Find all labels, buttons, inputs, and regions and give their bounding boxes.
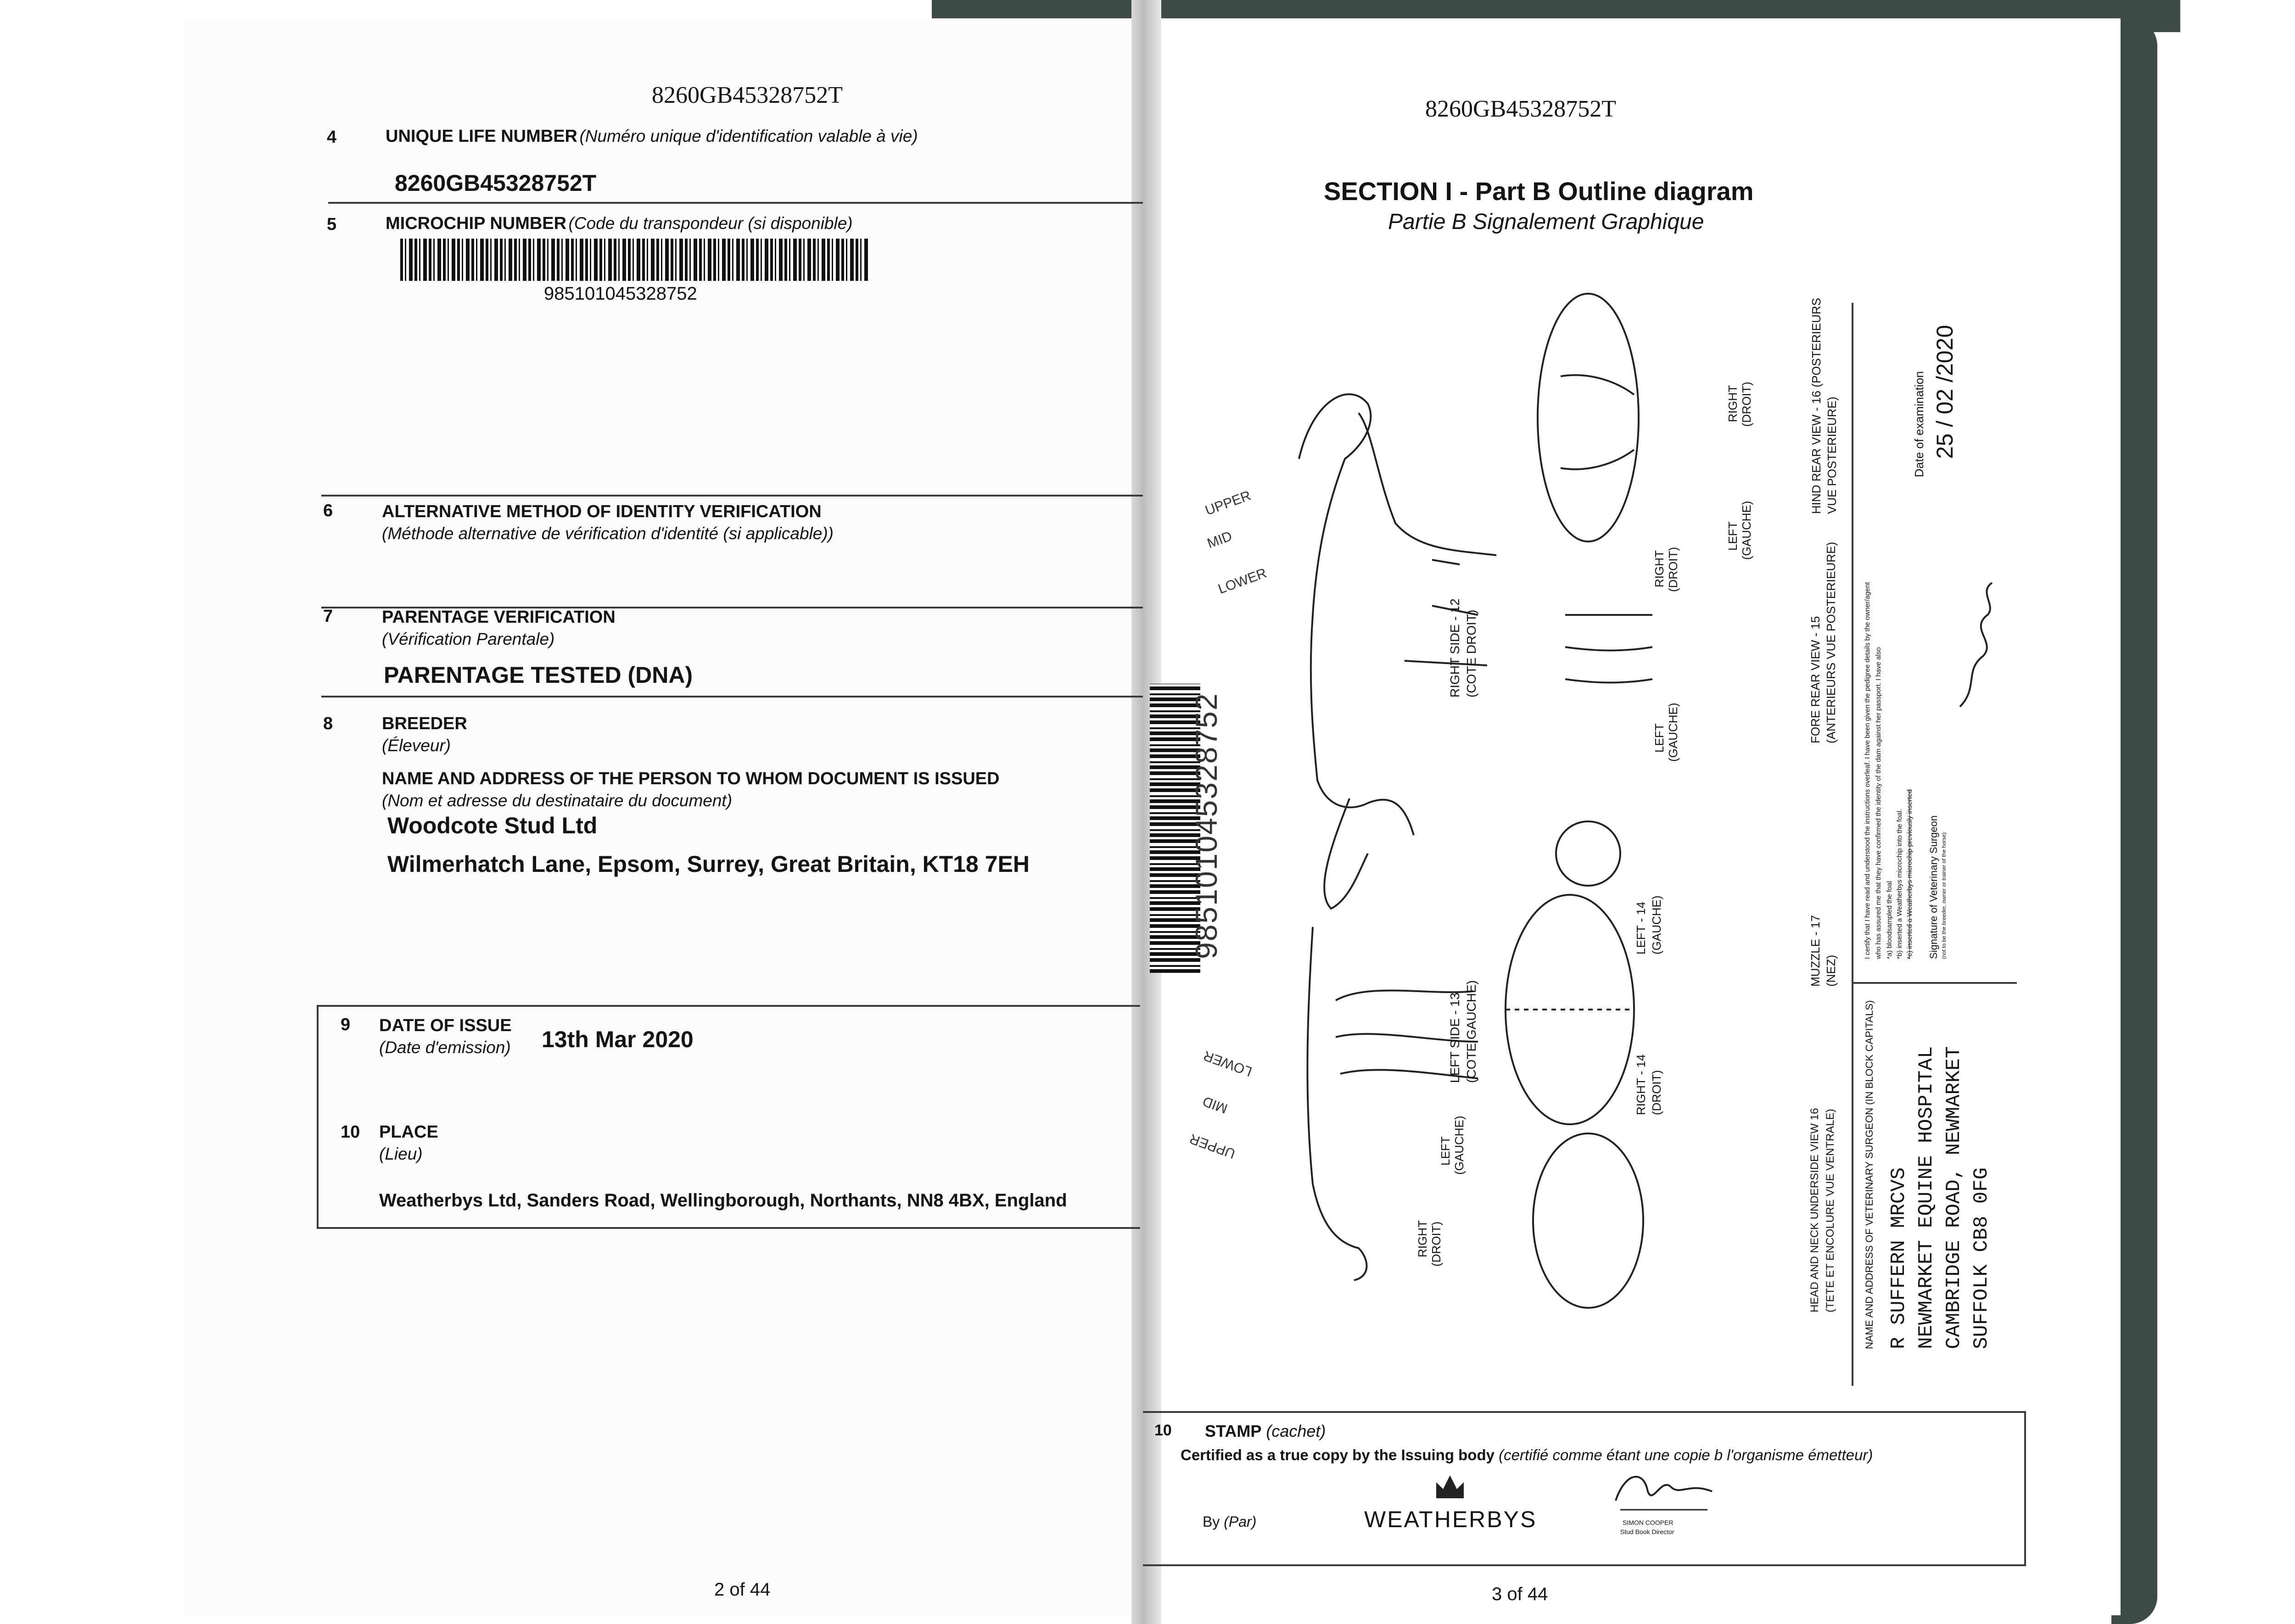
signer-title: Stud Book Director (1620, 1528, 1674, 1535)
stamp-by: By (1203, 1513, 1220, 1530)
breeder-name: Woodcote Stud Ltd (387, 813, 598, 838)
field-5-sub: (Code du transpondeur (si disponible) (568, 214, 853, 233)
label-gauche-3: (GAUCHE) (1452, 1116, 1466, 1175)
label-hind-rear-fr: VUE POSTERIEURE) (1825, 396, 1839, 514)
vet-certify-4: *b) inserted a Weatherbys microchip into the foal. (1896, 809, 1903, 959)
vet-line-3: CAMBRIDGE ROAD, NEWMARKET (1942, 1046, 1965, 1349)
field-6-number: 6 (323, 501, 333, 520)
left-header-id: 8260GB45328752T (652, 82, 843, 108)
field-9-label: DATE OF ISSUE (379, 1016, 512, 1035)
label-left-3: LEFT (1439, 1136, 1452, 1166)
label-fore-rear: FORE REAR VIEW - 15 (1808, 616, 1822, 743)
label-head-neck-fr: (TETE ET ENCOLURE VUE VENTRALE) (1824, 1109, 1836, 1312)
stamp-label: STAMP (1205, 1422, 1262, 1440)
label-right: RIGHT (1726, 385, 1740, 422)
parentage-value: PARENTAGE TESTED (DNA) (384, 662, 693, 688)
stamp-by-fr: (Par) (1224, 1513, 1257, 1530)
date-of-issue: 13th Mar 2020 (542, 1027, 694, 1052)
vet-panel-border (1852, 303, 1853, 1386)
field-10-sub: (Lieu) (379, 1144, 423, 1163)
vet-line-4: SUFFOLK CB8 0FG (1970, 1167, 1993, 1349)
label-right-side-fr: (COTE DROIT) (1464, 609, 1478, 698)
vet-line-1: R SUFFERN MRCVS (1887, 1167, 1910, 1349)
microchip-number: 985101045328752 (544, 284, 697, 304)
horse-tail (1324, 798, 1368, 909)
label-lower-2: LOWER (1201, 1048, 1254, 1079)
vet-signature (1951, 578, 2006, 716)
vet-certify-5: *c) inserted a Weatherbys microchip previously inserted (1906, 789, 1914, 959)
label-muzzle: MUZZLE - 17 (1808, 915, 1822, 987)
signer-name: SIMON COOPER (1623, 1519, 1674, 1526)
stamp-certified: Certified as a true copy by the Issuing body (1181, 1446, 1495, 1463)
label-left-side: LEFT SIDE - 13 (1448, 992, 1462, 1083)
horse-chest (1359, 413, 1496, 555)
field-8-label2: NAME AND ADDRESS OF THE PERSON TO WHOM DOCUMENT IS ISSUED (382, 769, 1000, 788)
field-10-number: 10 (341, 1122, 360, 1142)
stud-book-signature (1606, 1464, 1721, 1514)
label-right-2: RIGHT (1652, 550, 1666, 587)
muzzle-outline (1556, 821, 1620, 886)
label-right-3: RIGHT (1416, 1220, 1429, 1257)
label-droit-3: (DROIT) (1429, 1221, 1443, 1267)
field-5-label: MICROCHIP NUMBER (386, 214, 567, 233)
field-6-sub: (Méthode alternative de vérification d'identité (si applicable)) (382, 524, 834, 543)
underside-head (1533, 1133, 1643, 1308)
vet-heading: NAME AND ADDRESS OF VETERINARY SURGEON (IN BLOCK CAPITALS) (1864, 1000, 1875, 1349)
right-page-number: 3 of 44 (1492, 1584, 1548, 1604)
field-4-number: 4 (327, 128, 337, 147)
stamp-certified-fr: (certifié comme étant une copie b l'organisme émetteur) (1499, 1446, 1873, 1463)
stamp-certified-row (1181, 1446, 1873, 1464)
divider (321, 495, 1143, 497)
label-left-side-fr: (COTE GAUCHE) (1464, 980, 1478, 1083)
microchip-barcode (400, 239, 868, 281)
field-8-sub: (Éleveur) (382, 736, 451, 755)
label-droit: (DROIT) (1740, 381, 1753, 427)
divider (321, 696, 1143, 698)
field-4-label-row (386, 127, 918, 146)
field-9-number: 9 (341, 1015, 351, 1034)
place-value: Weatherbys Ltd, Sanders Road, Wellingborough, Northants, NN8 4BX, England (379, 1190, 1067, 1211)
label-gauche-2: (GAUCHE) (1666, 703, 1680, 762)
field-7-label: PARENTAGE VERIFICATION (382, 608, 616, 627)
field-8-label: BREEDER (382, 714, 467, 733)
stamp-label-fr: (cachet) (1266, 1422, 1326, 1440)
section-subtitle: Partie B Signalement Graphique (1388, 210, 1704, 234)
date-value: 25 / 02 /2020 (1932, 325, 1958, 459)
stamp-number: 10 (1154, 1422, 1172, 1439)
label-head-neck: HEAD AND NECK UNDERSIDE VIEW 16 (1808, 1108, 1821, 1312)
section-title: SECTION I - Part B Outline diagram (1324, 177, 1754, 206)
label-upper-2: UPPER (1187, 1131, 1237, 1161)
field-4-label: UNIQUE LIFE NUMBER (386, 127, 577, 146)
horse-lower-back (1307, 927, 1366, 1280)
label-muzzle-fr: (NEZ) (1824, 954, 1838, 987)
vet-line-2: NEWMARKET EQUINE HOSPITAL (1915, 1046, 1938, 1349)
label-mid-2: MID (1200, 1093, 1230, 1116)
fore-rear-legs (1565, 615, 1652, 683)
hind-rear-legs (1561, 375, 1634, 469)
horse-outline-diagram (1175, 285, 1831, 1312)
field-5-number: 5 (327, 215, 337, 234)
side-barcode-number: 985101045328752 (1189, 692, 1223, 959)
stamp-label-row (1205, 1422, 1326, 1441)
unique-life-number: 8260GB45328752T (395, 170, 597, 196)
divider (328, 202, 1143, 204)
weatherbys-brand: WEATHERBYS (1364, 1507, 1537, 1532)
field-8-sub2: (Nom et adresse du destinataire du document) (382, 791, 733, 810)
vet-panel-divider (1852, 982, 2017, 984)
field-5-label-row (386, 214, 853, 234)
label-right-14: RIGHT - 14 (1634, 1054, 1648, 1115)
label-droit-2: (DROIT) (1666, 547, 1680, 592)
field-7-number: 7 (323, 607, 333, 626)
vet-signature-note: (not to be the breeder, owner or trainer of the horse) (1941, 832, 1947, 959)
label-right-14-fr: (DROIT) (1650, 1070, 1663, 1115)
hind-rear-body (1538, 294, 1639, 541)
field-6-label: ALTERNATIVE METHOD OF IDENTITY VERIFICATION (382, 502, 822, 521)
left-page-number: 2 of 44 (714, 1579, 771, 1600)
label-left-14: LEFT - 14 (1634, 901, 1648, 954)
right-header-id: 8260GB45328752T (1425, 96, 1616, 122)
field-10-label: PLACE (379, 1122, 438, 1142)
crown-icon (1434, 1473, 1466, 1501)
vet-certify-2: who has assured me that they have confirmed the identity of the dam against her passport. I have also (1875, 647, 1882, 959)
date-label: Date of examination (1912, 371, 1926, 477)
field-9-sub: (Date d'emission) (379, 1038, 511, 1057)
stamp-by-row (1203, 1513, 1256, 1530)
vet-certify: I certify that I have read and understood the instructions overleaf. I have been given the pedigree details by the owner/agent (1864, 582, 1871, 959)
field-7-sub: (Vérification Parentale) (382, 630, 555, 648)
horse-neck-back (1299, 394, 1414, 835)
label-gauche: (GAUCHE) (1740, 501, 1753, 560)
label-lower: LOWER (1216, 565, 1269, 597)
label-mid: MID (1205, 528, 1234, 552)
breeder-address: Wilmerhatch Lane, Epsom, Surrey, Great Britain, KT18 7EH (387, 851, 1030, 877)
vet-signature-label: Signature of Veterinary Surgeon (1928, 815, 1939, 959)
label-left: LEFT (1726, 521, 1740, 551)
label-left-2: LEFT (1652, 723, 1666, 753)
vet-certify-3: *a) bloodsampled the foal (1886, 881, 1893, 959)
label-upper: UPPER (1203, 488, 1253, 519)
label-right-side: RIGHT SIDE - 12 (1448, 598, 1462, 698)
field-8-number: 8 (323, 714, 333, 733)
label-fore-rear-fr: (ANTERIEURS VUE POSTERIEURE) (1824, 541, 1838, 743)
field-4-sub: (Numéro unique d'identification valable à vie) (579, 127, 918, 145)
label-left-14-fr: (GAUCHE) (1650, 895, 1663, 954)
label-hind-rear: HIND REAR VIEW - 16 (POSTERIEURS (1809, 298, 1823, 514)
